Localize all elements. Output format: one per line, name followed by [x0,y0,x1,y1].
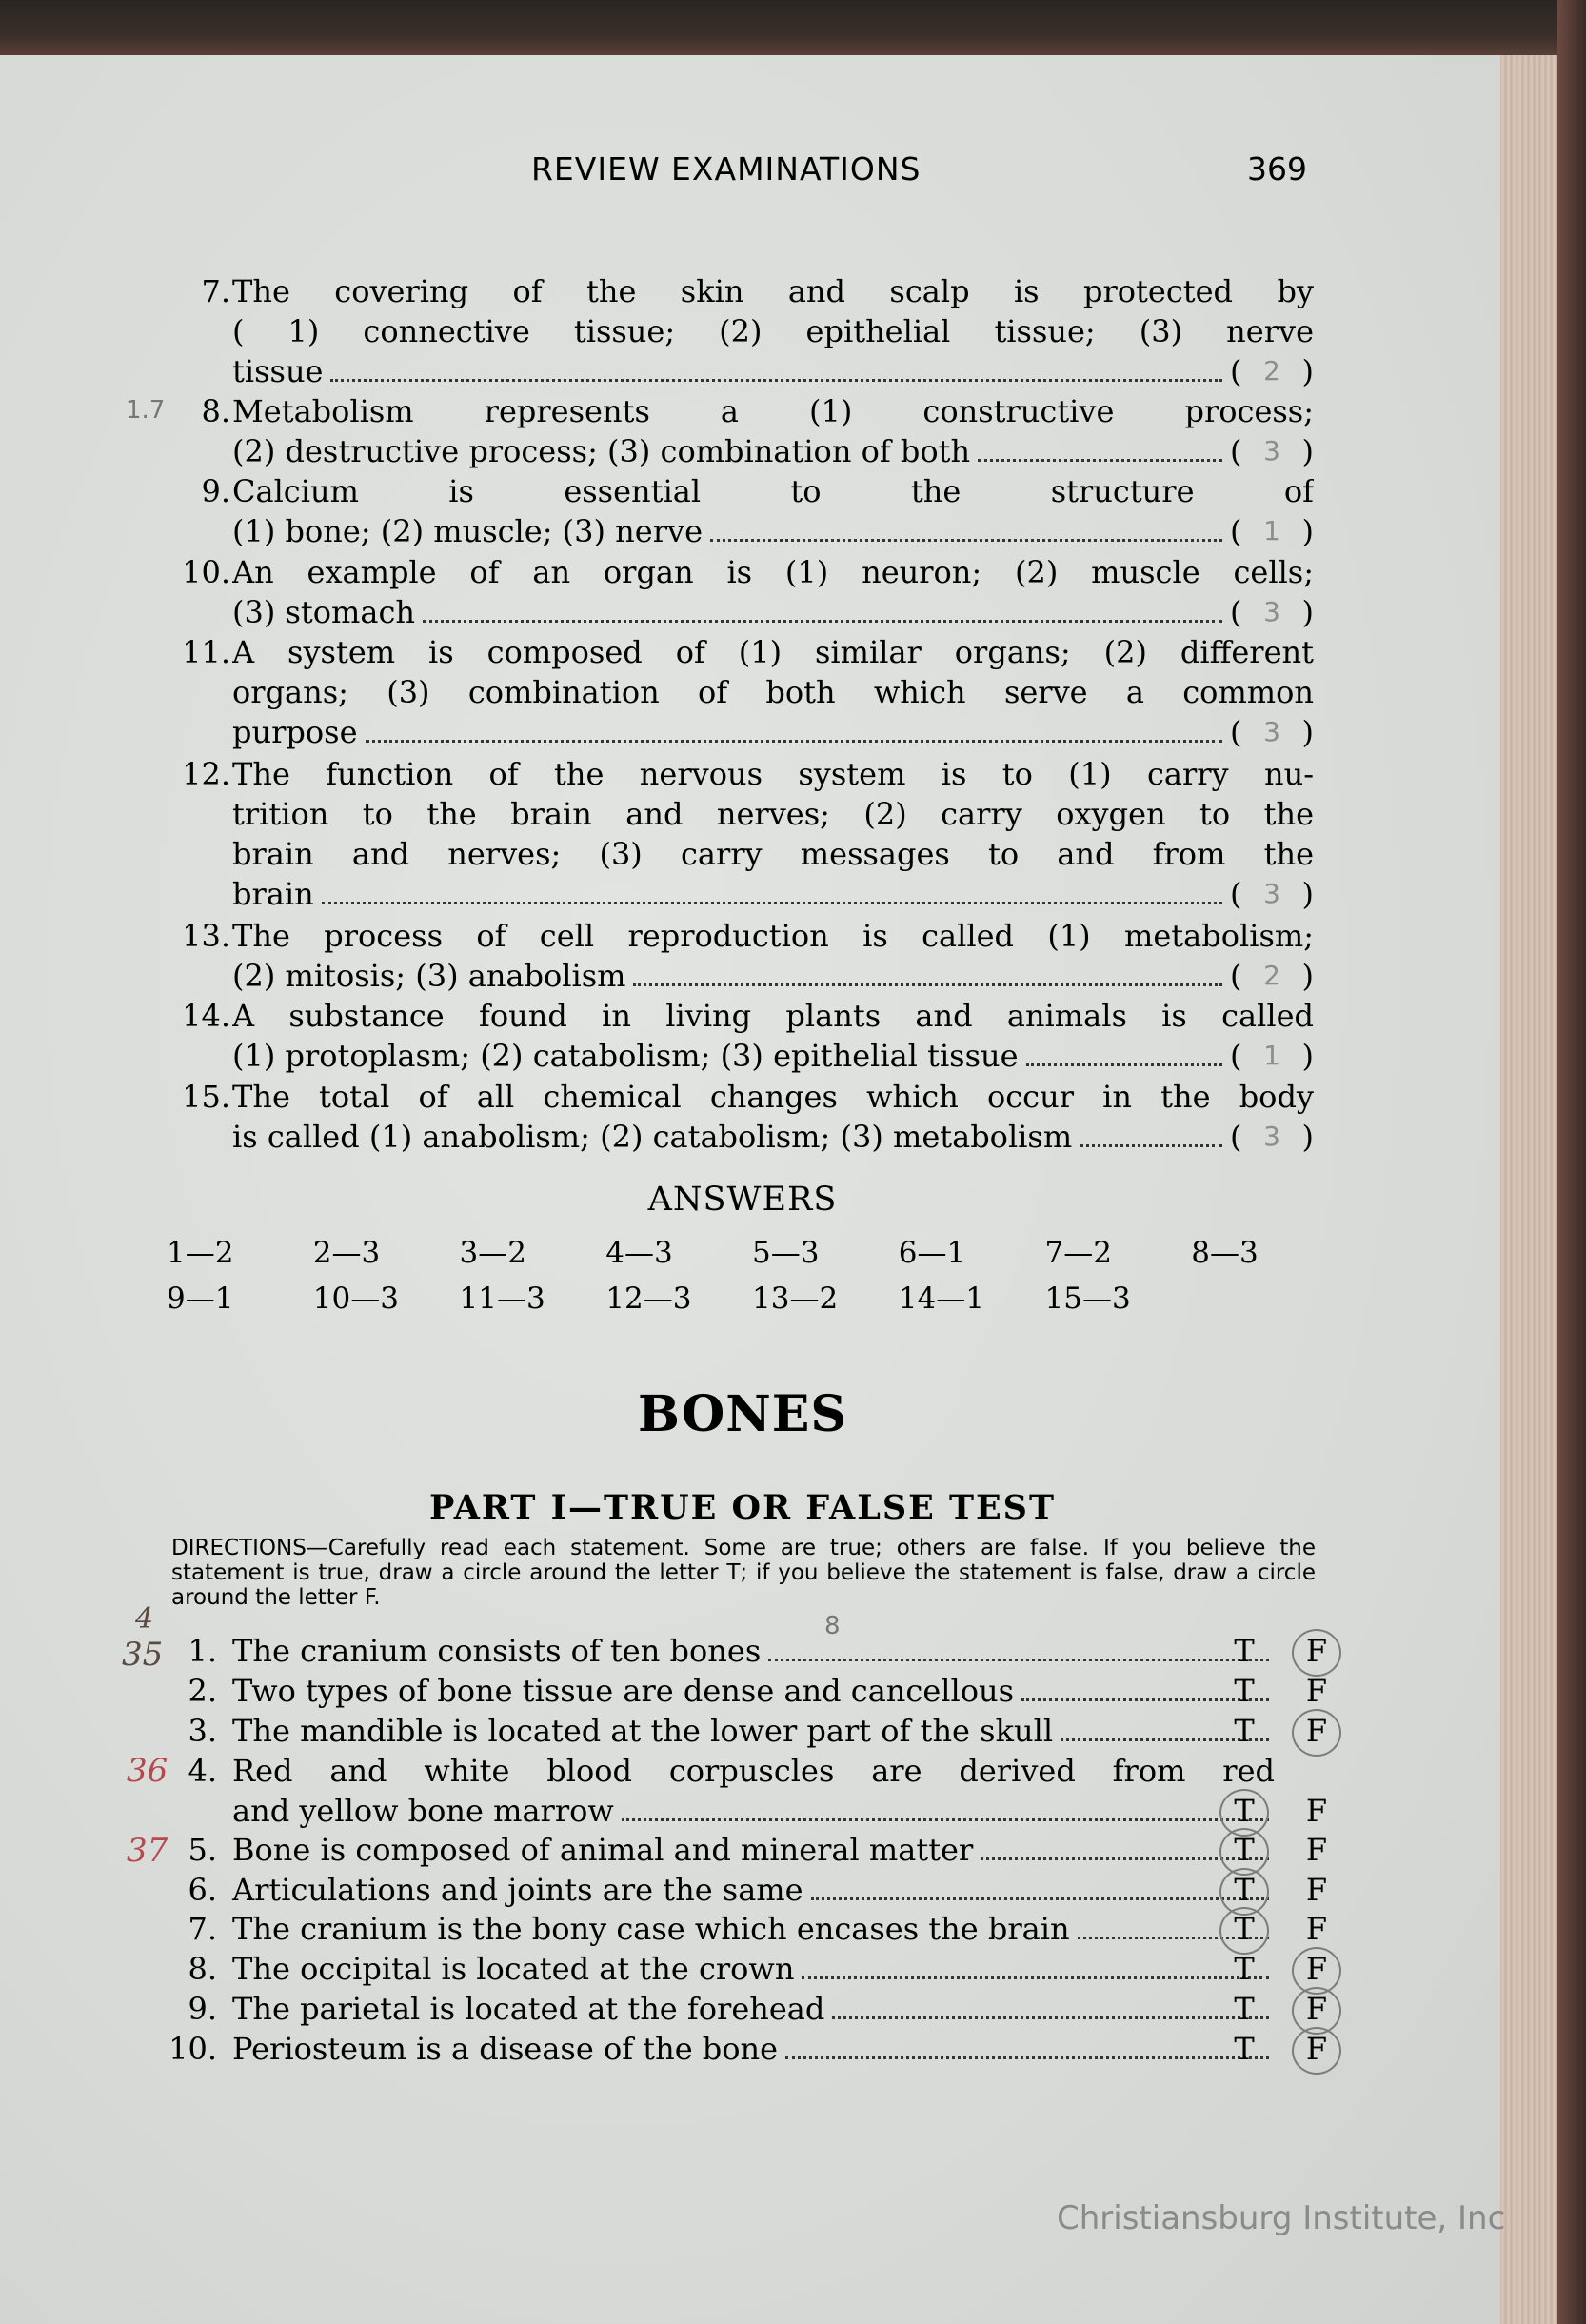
question-line: Calcium is essential to the structure of [232,473,1314,509]
question-last-line: (2) destructive process; (3) combination of both [232,433,971,469]
tf-text: Articulations and joints are the same [232,1872,803,1908]
question-item [162,271,1314,391]
answers-grid [167,1233,1338,1319]
dot-leader [768,1658,1269,1661]
answer-mark: 2 [1263,960,1280,991]
running-head-title: REVIEW EXAMINATIONS [531,150,922,188]
question-last-line: (3) stomach [232,594,415,630]
dot-leader [322,901,1222,904]
tf-item [162,1989,1342,2029]
answer-mark: 3 [1263,435,1280,467]
tf-item [162,2029,1342,2069]
question-body [232,471,1314,551]
question-line: organs; (3) combination of both which serve a common [232,674,1314,710]
question-item [162,1077,1314,1157]
paren-open: ( [1230,876,1242,912]
dot-leader [423,619,1222,623]
tf-number: 10. [169,2031,217,2067]
answer-key-item: 12—3 [605,1281,692,1316]
false-letter: F [1296,1989,1338,2029]
question-answer-line [232,511,1314,551]
question-answer-line [232,351,1314,391]
answer-mark: 3 [1263,1121,1280,1152]
tf-last-line [232,1671,1275,1711]
tf-item [162,1631,1342,1671]
margin-note-tf1-above: 4 [135,1602,154,1636]
answer-mark: 3 [1263,596,1280,627]
tf-last-line [232,1631,1275,1671]
false-letter: F [1296,2029,1338,2069]
paren-close: ) [1301,513,1314,549]
tf-last-line [232,1949,1275,1989]
tf-last-line [232,1830,1275,1870]
paren-open: ( [1230,1119,1242,1155]
question-line: A substance found in living plants and animals is called [232,998,1314,1034]
answer-blank [1230,874,1314,914]
true-letter: T [1234,1713,1255,1749]
question-answer-line [232,431,1314,471]
question-number: 15. [182,1079,230,1115]
answer-key-item: 7—2 [1044,1236,1112,1270]
answer-blank [1230,956,1314,996]
question-line: brain and nerves; (3) carry messages to and from the [232,836,1314,872]
dot-leader [978,458,1222,462]
false-letter: F [1305,1872,1328,1908]
answer-key-item: 11—3 [459,1281,545,1316]
tf-line: Red and white blood corpuscles are derived from red [232,1753,1275,1789]
margin-note-tf1: 35 [122,1636,164,1674]
paren-close: ) [1301,353,1314,389]
question-line: The process of cell reproduction is called (1) metabolism; [232,918,1314,954]
section-title: BONES [638,1385,847,1443]
tf-choices [1223,1631,1338,1671]
paren-open: ( [1230,1038,1242,1074]
dot-leader [366,739,1223,743]
tf-number: 9. [188,1991,217,2027]
question-answer-line [232,712,1314,752]
question-answer-line [232,874,1314,914]
tf-item [162,1870,1342,1910]
tf-text: The cranium is the bony case which encases the brain [232,1911,1070,1947]
true-letter: T [1234,2031,1255,2067]
false-letter: F [1305,1911,1328,1947]
question-body [232,996,1314,1076]
question-line: The total of all chemical changes which occur in the body [232,1079,1314,1115]
answer-mark: 2 [1263,355,1280,387]
tf-statement [232,1631,1275,1671]
dot-leader [802,1976,1269,1979]
paren-open: ( [1230,594,1242,630]
question-last-line: brain [232,876,314,912]
paren-open: ( [1230,513,1242,549]
answer-key-item: 13—2 [752,1281,839,1316]
paren-close: ) [1301,1119,1314,1155]
answer-blank [1230,1036,1314,1076]
paren-open: ( [1230,958,1242,994]
question-body [232,552,1314,632]
question-body [232,271,1314,391]
tf-last-line [232,1711,1275,1751]
tf-text: The parietal is located at the forehead [232,1991,825,2027]
paren-open: ( [1230,714,1242,750]
answer-key-item: 4—3 [605,1236,673,1270]
answer-key-item: 6—1 [898,1236,966,1270]
answer-blank [1230,431,1314,471]
margin-note-q8: 1.7 [126,396,166,425]
tf-number: 1. [188,1633,217,1669]
paren-open: ( [1230,433,1242,469]
dot-leader [785,2056,1269,2059]
tf-choices [1223,1711,1338,1751]
paren-close: ) [1301,1038,1314,1074]
tf-number: 8. [188,1951,217,1987]
question-answer-line [232,1117,1314,1157]
question-number: 8. [201,393,230,429]
tf-choices [1223,1909,1338,1949]
tf-text: The mandible is located at the lower part of the skull [232,1713,1054,1749]
answer-mark: 1 [1263,1040,1280,1071]
tf-choices [1223,1830,1338,1870]
false-letter: F [1305,1832,1328,1868]
true-letter: T [1234,1633,1255,1669]
question-last-line: (1) bone; (2) muscle; (3) nerve [232,513,704,549]
paren-close: ) [1301,433,1314,469]
true-letter: T [1223,1909,1265,1949]
question-line: The covering of the skin and scalp is protected by [232,273,1314,309]
question-number: 13. [182,918,230,954]
tf-choices [1223,1870,1338,1910]
tf-statement [232,1711,1275,1751]
tf-text: Two types of bone tissue are dense and cancellous [232,1673,1015,1709]
tf-statement [232,1870,1275,1910]
tf-statement [232,2029,1275,2069]
false-letter: F [1296,1631,1338,1671]
tf-number: 7. [188,1911,217,1947]
question-line: An example of an organ is (1) neuron; (2) muscle cells; [232,554,1314,590]
false-letter: F [1296,1711,1338,1751]
tf-statement [232,1830,1275,1870]
margin-note-tf4: 36 [127,1752,169,1790]
tf-item [162,1751,1342,1831]
question-answer-line [232,956,1314,996]
answer-key-item: 10—3 [312,1281,399,1316]
question-line: ( 1) connective tissue; (2) epithelial tissue; (3) nerve [232,313,1314,349]
false-letter: F [1305,1673,1328,1709]
answer-key-item: 8—3 [1191,1236,1259,1270]
tf-item [162,1909,1342,1949]
tf-number: 3. [188,1713,217,1749]
dot-leader [633,983,1222,986]
inline-note-tf1: 8 [824,1612,841,1640]
true-letter: T [1223,1870,1265,1910]
true-letter: T [1234,1991,1255,2027]
tf-text: Periosteum is a disease of the bone [232,2031,779,2067]
page-edge [1500,55,1557,2324]
question-body [232,632,1314,752]
tf-text: Bone is composed of animal and mineral matter [232,1832,974,1868]
answer-key-item: 5—3 [752,1236,820,1270]
paren-open: ( [1230,353,1242,389]
tf-last-line [232,1870,1275,1910]
question-number: 9. [201,473,230,509]
answer-mark: 3 [1263,716,1280,747]
paren-close: ) [1301,594,1314,630]
answer-key-item: 1—2 [167,1236,234,1270]
tf-last-line [232,1909,1275,1949]
tf-item [162,1830,1342,1870]
tf-text: The occipital is located at the crown [232,1951,795,1987]
tf-statement [232,1989,1275,2029]
dot-leader [330,378,1222,382]
question-last-line: (2) mitosis; (3) anabolism [232,958,626,994]
question-item [162,471,1314,551]
tf-number: 5. [188,1832,217,1868]
watermark: Christiansburg Institute, Inc [1057,2199,1506,2237]
tf-item [162,1711,1342,1751]
tf-statement [232,1671,1275,1711]
false-letter: F [1305,1793,1328,1829]
answer-mark: 3 [1263,878,1280,909]
question-answer-line [232,592,1314,632]
dot-leader [710,538,1222,542]
question-line: A system is composed of (1) similar organs; (2) different [232,634,1314,670]
book-cover-edge [1557,0,1586,2324]
question-number: 7. [201,273,230,309]
question-number: 10. [182,554,230,590]
dot-leader [1026,1063,1222,1066]
question-number: 12. [182,756,230,792]
page-number: 369 [1247,150,1307,188]
dot-leader [1080,1143,1222,1147]
question-number: 14. [182,998,230,1034]
tf-number: 6. [188,1872,217,1908]
answer-mark: 1 [1263,515,1280,546]
answer-blank [1230,511,1314,551]
question-line: The function of the nervous system is to (1) carry nu- [232,756,1314,792]
answers-heading: ANSWERS [647,1181,838,1219]
answer-key-item: 3—2 [459,1236,526,1270]
question-body [232,916,1314,996]
question-body [232,754,1314,914]
question-last-line: (1) protoplasm; (2) catabolism; (3) epithelial tissue [232,1038,1019,1074]
tf-statement [232,1949,1275,1989]
true-letter: T [1234,1673,1255,1709]
answer-key-item: 15—3 [1044,1281,1131,1316]
question-item [162,996,1314,1076]
question-line: Metabolism represents a (1) constructive process; [232,393,1314,429]
question-item [162,632,1314,752]
tf-item [162,1949,1342,1989]
tf-choices [1223,1949,1338,1989]
answer-key-item: 9—1 [167,1281,234,1316]
tf-number: 2. [188,1673,217,1709]
tf-item [162,1671,1342,1711]
question-body [232,391,1314,471]
answer-blank [1230,351,1314,391]
question-number: 11. [182,634,230,670]
tf-last-line [232,1791,1275,1831]
paren-close: ) [1301,876,1314,912]
dot-leader [622,1817,1269,1821]
tf-choices [1223,2029,1338,2069]
dot-leader [811,1897,1269,1900]
tf-statement [232,1751,1275,1831]
tf-statement [232,1909,1275,1949]
tf-last-line [232,1989,1275,2029]
question-last-line: is called (1) anabolism; (2) catabolism; (3) metabolism [232,1119,1073,1155]
answer-key-item: 14—1 [898,1281,984,1316]
answer-blank [1230,712,1314,752]
tf-choices [1223,1791,1338,1831]
tf-text: The cranium consists of ten bones [232,1633,762,1669]
answer-blank [1230,592,1314,632]
answer-blank [1230,1117,1314,1157]
part-title: PART I—TRUE OR FALSE TEST [428,1488,1057,1527]
true-letter: T [1234,1951,1255,1987]
false-letter: F [1296,1949,1338,1989]
margin-note-tf5: 37 [127,1832,169,1870]
tf-number: 4. [188,1753,217,1789]
tf-choices [1223,1671,1338,1711]
question-item [162,916,1314,996]
tf-last-line [232,2029,1275,2069]
paren-close: ) [1301,714,1314,750]
question-line: trition to the brain and nerves; (2) carry oxygen to the [232,796,1314,832]
directions-text: DIRECTIONS—Carefully read each statement. Some are true; others are false. If you believe the statement is true, draw a circle around the letter T; if you believe the statement is false, draw a circle around the letter F. [171,1536,1316,1610]
question-last-line: tissue [232,353,324,389]
question-item [162,552,1314,632]
tf-choices [1223,1989,1338,2029]
true-letter: T [1223,1830,1265,1870]
question-body [232,1077,1314,1157]
running-head [0,150,1533,208]
question-item [162,754,1314,914]
question-answer-line [232,1036,1314,1076]
paren-close: ) [1301,958,1314,994]
question-item [162,391,1314,471]
tf-text: and yellow bone marrow [232,1793,614,1829]
dot-leader [832,2016,1269,2019]
answer-key-item: 2—3 [312,1236,381,1270]
question-last-line: purpose [232,714,358,750]
true-letter: T [1223,1791,1265,1831]
